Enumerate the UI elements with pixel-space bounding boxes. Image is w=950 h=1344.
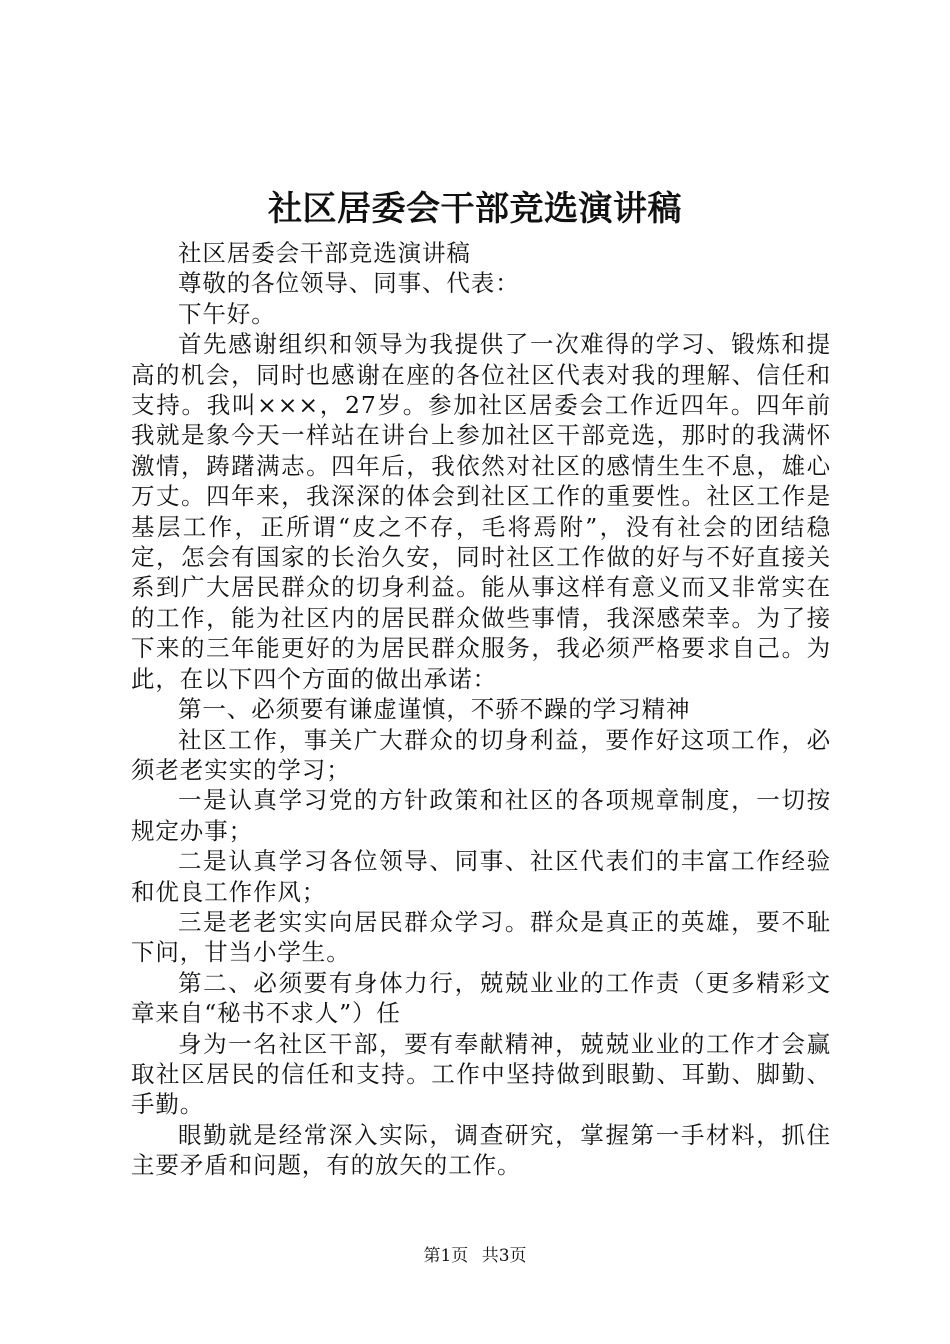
document-body: [131, 238, 831, 1181]
page-footer: [0, 1244, 950, 1268]
paragraph-item-three: 三是老老实实向居民群众学习。群众是真正的英雄，要不耻下问，甘当小学生。: [131, 907, 831, 967]
paragraph-item-one: 一是认真学习党的方针政策和社区的各项规章制度，一切按规定办事；: [131, 786, 831, 845]
paragraph-dedication: 身为一名社区干部，要有奉献精神，兢兢业业的工作才会赢取社区居民的信任和支持。工作中坚持做到眼勤、耳勤、脚勤、手勤。: [131, 1029, 831, 1119]
paragraph-introduction: 首先感谢组织和领导为我提供了一次难得的学习、锻炼和提高的机会，同时也感谢在座的各位社区代表对我的理解、信任和支持。我叫×××，27岁。参加社区居委会工作近四年。四年前我就是象今天一样站在讲台上参加社区干部竞选，那时的我满怀激情，踌躇满志。四年后，我依然对社区的感情生生不息，雄心万丈。四年来，我深深的体会到社区工作的重要性。社区工作是基层工作，正所谓“皮之不存，毛将焉附”，没有社会的团结稳定，怎会有国家的长治久安，同时社区工作做的好与不好直接关系到广大居民群众的切身利益。能从事这样有意义而又非常实在的工作，能为社区内的居民群众做些事情，我深感荣幸。为了接下来的三年能更好的为居民群众服务，我必须严格要求自己。为此，在以下四个方面的做出承诺：: [131, 330, 831, 693]
paragraph-subtitle: 社区居委会干部竞选演讲稿: [178, 239, 471, 267]
paragraph-greeting: 下午好。: [178, 299, 276, 328]
paragraph-heading-first: 第一、必须要有谦虚谨慎，不骄不躁的学习精神: [178, 695, 691, 724]
paragraph-eyes: 眼勤就是经常深入实际，调查研究，掌握第一手材料，抓住主要矛盾和问题，有的放矢的工作。: [131, 1120, 831, 1180]
page-total: 共3页: [481, 1246, 527, 1266]
paragraph-heading-second: 第二、必须要有身体力行，兢兢业业的工作责（更多精彩文章来自“秘书不求人”）任: [131, 968, 831, 1028]
document-title: 社区居委会干部竞选演讲稿: [268, 189, 682, 229]
paragraph-item-two: 二是认真学习各位领导、同事、社区代表们的丰富工作经验和优良工作作风；: [131, 847, 831, 906]
paragraph-salutation: 尊敬的各位领导、同事、代表：: [178, 269, 520, 298]
page-number: 第1页: [423, 1246, 469, 1266]
paragraph-study: 社区工作，事关广大群众的切身利益，要作好这项工作，必须老老实实的学习；: [131, 725, 831, 784]
